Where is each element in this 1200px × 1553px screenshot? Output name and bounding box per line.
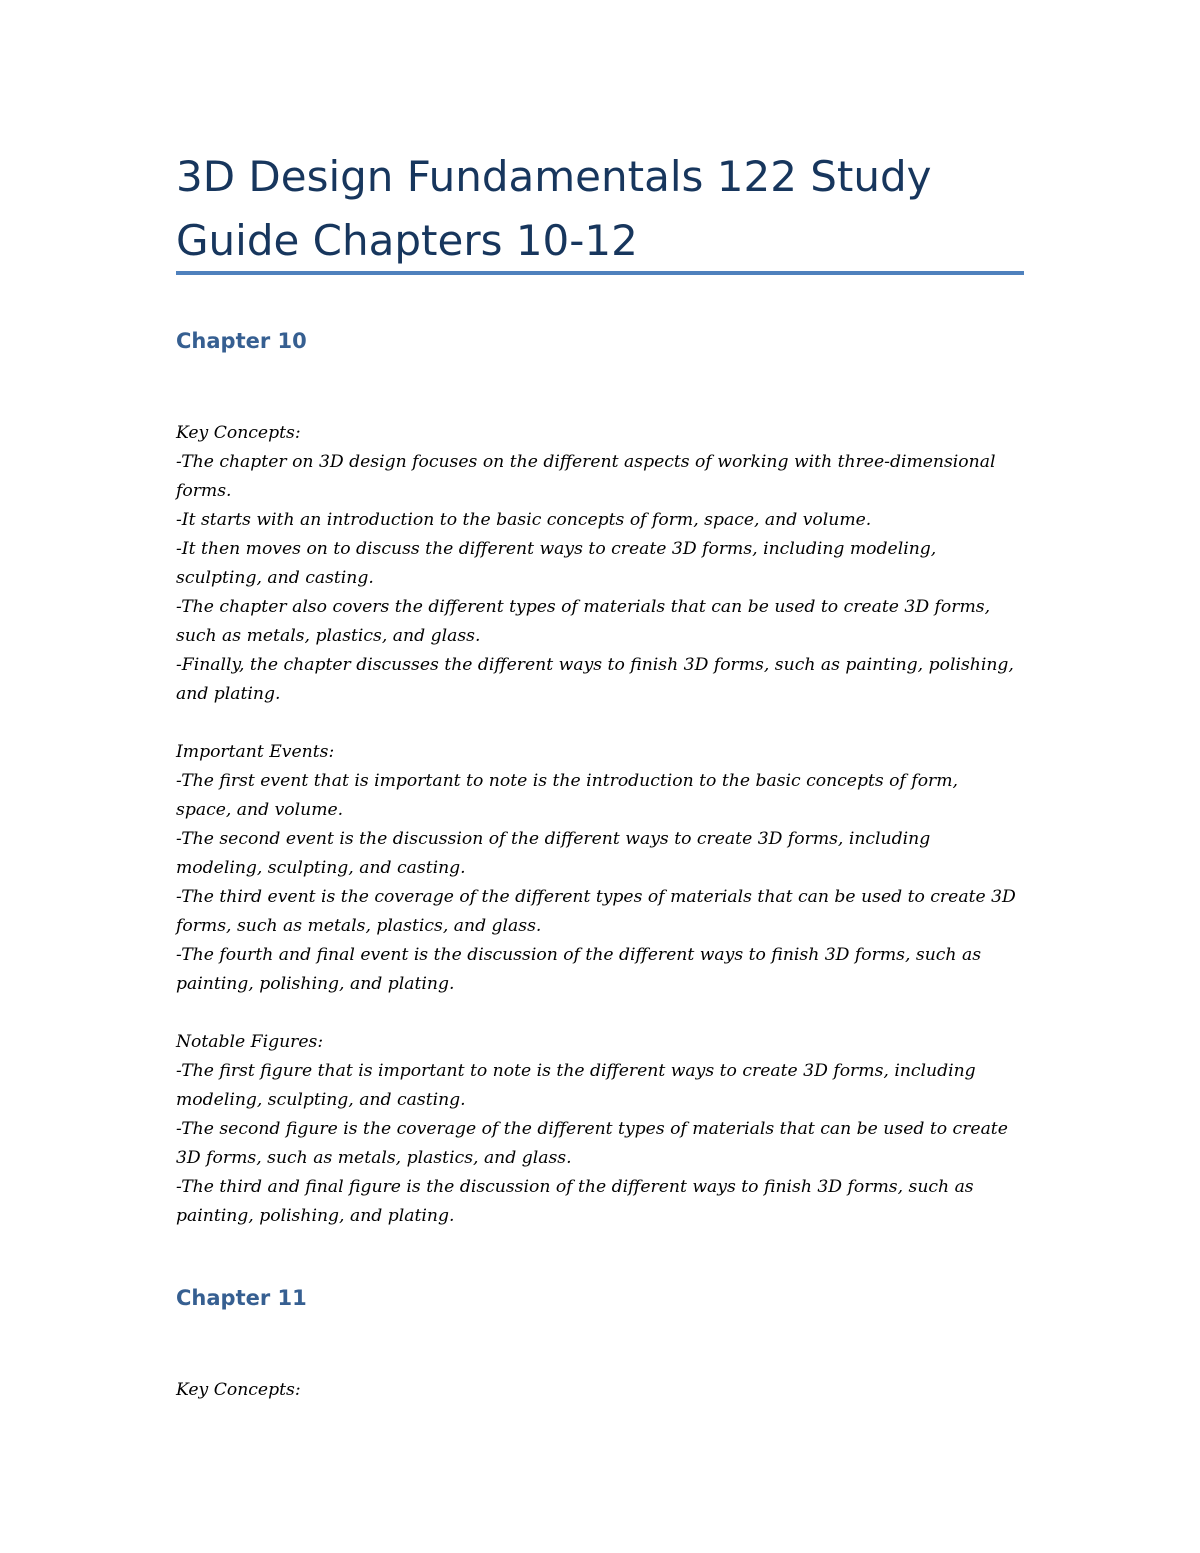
key-concepts-label: Key Concepts: [176, 423, 301, 443]
notable-figures-line: -The third and final figure is the discussion of the different ways to finish 3D forms, such as [176, 1177, 974, 1197]
key-concepts-line: forms. [176, 481, 232, 501]
important-events-line: space, and volume. [176, 800, 344, 820]
notable-figures-label: Notable Figures: [176, 1032, 324, 1052]
key-concepts-line: -It starts with an introduction to the basic concepts of form, space, and volume. [176, 510, 872, 530]
paragraph-gap [176, 709, 1036, 738]
notable-figures-line: -The first figure that is important to note is the different ways to create 3D forms, including [176, 1061, 976, 1081]
chapter-11-heading: Chapter 11 [176, 1286, 307, 1310]
key-concepts-line: such as metals, plastics, and glass. [176, 626, 481, 646]
chapter-10-body [176, 419, 1036, 1231]
document-title [176, 145, 1026, 273]
chapter-10-heading: Chapter 10 [176, 329, 307, 353]
key-concepts-line: -Finally, the chapter discusses the different ways to finish 3D forms, such as painting, polishing, [176, 655, 1014, 675]
document-title-line-2: Guide Chapters 10-12 [176, 216, 638, 265]
chapter-11-body [176, 1376, 1036, 1405]
key-concepts-line: sculpting, and casting. [176, 568, 374, 588]
key-concepts-line: -The chapter on 3D design focuses on the different aspects of working with three-dimensional [176, 452, 996, 472]
notable-figures-line: painting, polishing, and plating. [176, 1206, 455, 1226]
key-concepts-label: Key Concepts: [176, 1380, 301, 1400]
important-events-line: painting, polishing, and plating. [176, 974, 455, 994]
important-events-line: -The third event is the coverage of the different types of materials that can be used to create 3D [176, 887, 1016, 907]
important-events-label: Important Events: [176, 742, 335, 762]
key-concepts-line: and plating. [176, 684, 281, 704]
key-concepts-line: -The chapter also covers the different types of materials that can be used to create 3D forms, [176, 597, 991, 617]
paragraph-gap [176, 999, 1036, 1028]
important-events-line: -The first event that is important to note is the introduction to the basic concepts of form, [176, 771, 959, 791]
notable-figures-line: modeling, sculpting, and casting. [176, 1090, 466, 1110]
document-title-line-1: 3D Design Fundamentals 122 Study [176, 152, 932, 201]
notable-figures-line: 3D forms, such as metals, plastics, and glass. [176, 1148, 572, 1168]
important-events-line: modeling, sculpting, and casting. [176, 858, 466, 878]
notable-figures-line: -The second figure is the coverage of the different types of materials that can be used to create [176, 1119, 1008, 1139]
important-events-line: -The fourth and final event is the discussion of the different ways to finish 3D forms, such as [176, 945, 982, 965]
title-underline-rule [176, 271, 1024, 275]
key-concepts-line: -It then moves on to discuss the different ways to create 3D forms, including modeling, [176, 539, 937, 559]
important-events-line: -The second event is the discussion of the different ways to create 3D forms, including [176, 829, 931, 849]
important-events-line: forms, such as metals, plastics, and glass. [176, 916, 542, 936]
